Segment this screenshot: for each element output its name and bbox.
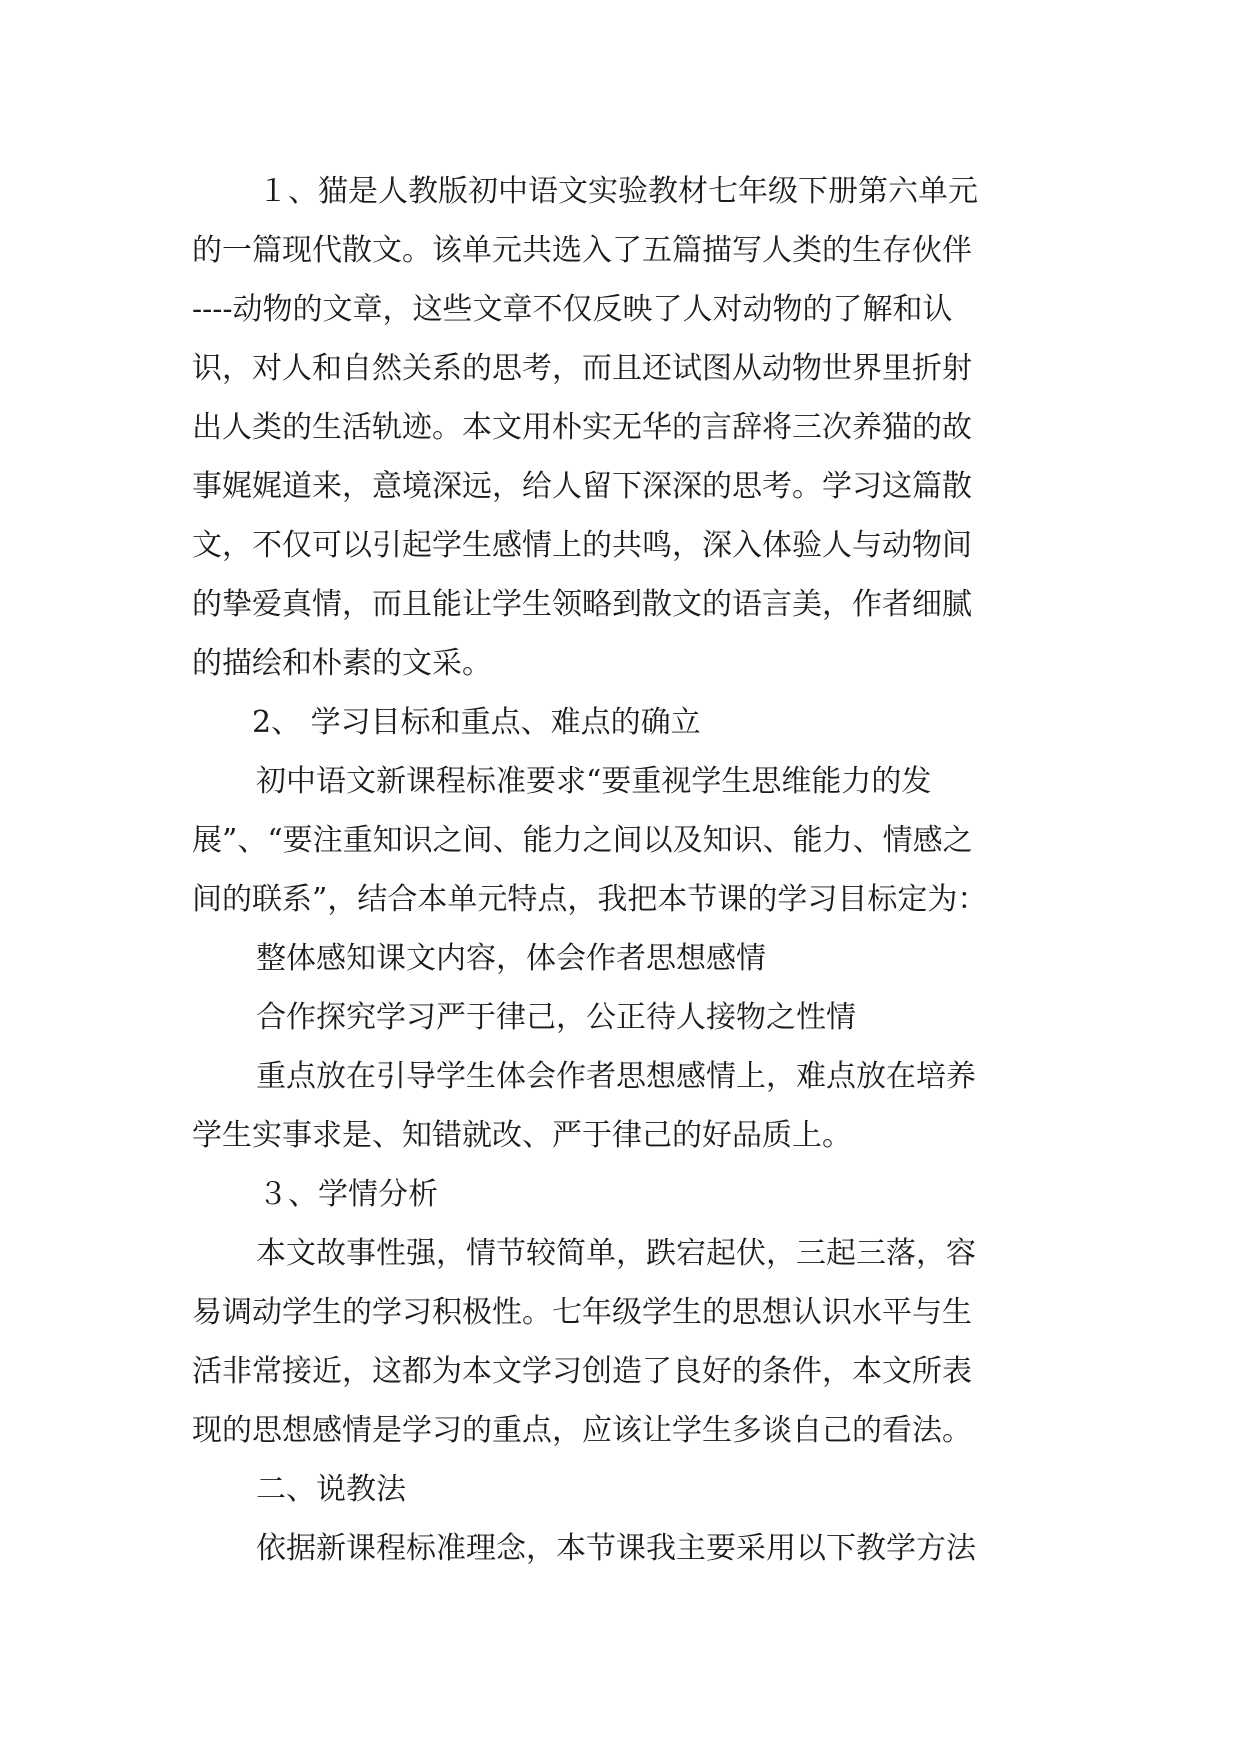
paragraph-2-line-2: 展”、“要注重知识之间、能力之间以及知识、能力、情感之: [192, 823, 973, 858]
paragraph-1-line-9: 的描绘和朴素的文采。: [192, 646, 492, 681]
paragraph-2-line-1: 初中语文新课程标准要求“要重视学生思维能力的发: [256, 764, 932, 799]
document-body: [192, 162, 1052, 1578]
paragraph-1-line-6: 事娓娓道来，意境深远，给人留下深深的思考。学习这篇散: [192, 469, 972, 504]
goal-item-1: 整体感知课文内容，体会作者思想感情: [256, 941, 766, 976]
paragraph-4-line-2: 易调动学生的学习积极性。七年级学生的思想认识水平与生: [192, 1295, 972, 1330]
paragraph-3-line-2: 学生实事求是、知错就改、严于律己的好品质上。: [192, 1118, 852, 1153]
section-heading-2: 2、 学习目标和重点、难点的确立: [252, 705, 701, 740]
goal-item-2: 合作探究学习严于律己，公正待人接物之性情: [256, 1000, 856, 1035]
paragraph-1-line-2: 的一篇现代散文。该单元共选入了五篇描写人类的生存伙伴: [192, 233, 972, 268]
paragraph-2-line-3: 间的联系”，结合本单元特点，我把本节课的学习目标定为：: [192, 882, 988, 917]
paragraph-1-line-7: 文，不仅可以引起学生感情上的共鸣，深入体验人与动物间: [192, 528, 972, 563]
paragraph-4-line-1: 本文故事性强，情节较简单，跌宕起伏，三起三落，容: [256, 1236, 976, 1271]
paragraph-1-line-5: 出人类的生活轨迹。本文用朴实无华的言辞将三次养猫的故: [192, 410, 972, 445]
paragraph-1-line-4: 识，对人和自然关系的思考，而且还试图从动物世界里折射: [192, 351, 972, 386]
section-heading-teaching-method: 二、说教法: [256, 1472, 406, 1507]
paragraph-3-line-1: 重点放在引导学生体会作者思想感情上，难点放在培养: [256, 1059, 976, 1094]
paragraph-1-line-8: 的挚爱真情，而且能让学生领略到散文的语言美，作者细腻: [192, 587, 972, 622]
paragraph-1-line-3: ----动物的文章，这些文章不仅反映了人对动物的了解和认: [192, 292, 953, 327]
paragraph-4-line-4: 现的思想感情是学习的重点，应该让学生多谈自己的看法。: [192, 1413, 972, 1448]
paragraph-1-line-1: １、猫是人教版初中语文实验教材七年级下册第六单元: [258, 174, 978, 209]
section-heading-3: ３、学情分析: [258, 1177, 438, 1212]
paragraph-5-line-1: 依据新课程标准理念，本节课我主要采用以下教学方法: [256, 1531, 976, 1566]
paragraph-4-line-3: 活非常接近，这都为本文学习创造了良好的条件，本文所表: [192, 1354, 972, 1389]
